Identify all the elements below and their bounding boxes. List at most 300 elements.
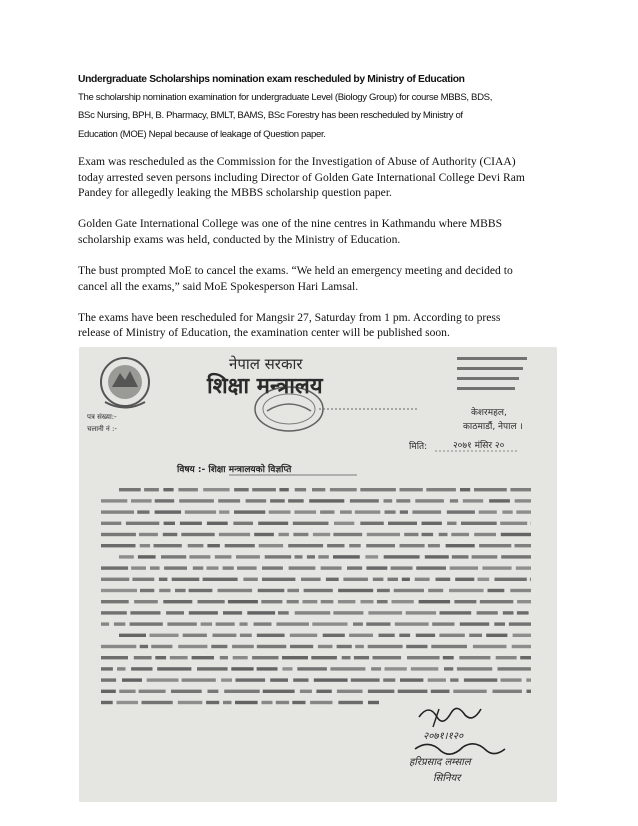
scan-text-word — [262, 578, 295, 581]
article-intro — [78, 89, 578, 144]
scan-text-word — [451, 533, 469, 536]
scan-text-word — [472, 555, 498, 558]
scan-text-word — [207, 544, 220, 547]
scan-text-word — [216, 622, 235, 625]
scan-text-word — [453, 690, 486, 693]
scan-text-word — [360, 522, 384, 525]
scan-text-word — [140, 544, 150, 547]
scan-text-word — [431, 645, 467, 648]
scan-text-word — [231, 667, 253, 670]
scan-date-value: २०७१ मंसिर २० — [453, 441, 505, 451]
scan-text-word — [130, 611, 160, 614]
scan-text-word — [155, 510, 182, 513]
scan-text-word — [224, 690, 260, 693]
paragraph-line: scholarship exams was held, conducted by the Ministry of Education. — [78, 232, 401, 246]
scan-text-word — [234, 510, 265, 513]
scan-text-word — [368, 701, 379, 704]
scan-text-word — [457, 667, 492, 670]
scan-text-word — [406, 611, 436, 614]
scan-text-word — [404, 533, 418, 536]
scan-text-word — [295, 555, 303, 558]
scan-text-word — [406, 645, 427, 648]
scan-text-word — [172, 578, 200, 581]
scan-text-word — [197, 667, 228, 670]
scan-text-word — [333, 555, 360, 558]
scan-text-word — [354, 656, 369, 659]
scan-text-word — [494, 622, 505, 625]
scan-text-word — [394, 589, 424, 592]
paragraph-line: Golden Gate International College was one of the nine centres in Kathmandu where MBBS — [78, 217, 503, 231]
scan-text-word — [164, 566, 187, 569]
scan-text-word — [240, 634, 252, 637]
scan-text-word — [351, 678, 380, 681]
scanned-notice-image — [79, 347, 557, 802]
scan-text-word — [178, 701, 203, 704]
article-heading-block — [78, 71, 578, 144]
scan-text-word — [101, 566, 128, 569]
scan-text-word — [318, 555, 329, 558]
scan-text-word — [228, 600, 258, 603]
scan-text-word — [312, 488, 325, 491]
scan-text-word — [300, 690, 312, 693]
scan-text-word — [155, 656, 166, 659]
scan-text-word — [366, 544, 395, 547]
scan-text-word — [464, 678, 497, 681]
scan-text-word — [293, 678, 308, 681]
scan-text-word — [282, 667, 292, 670]
scan-text-word — [446, 544, 475, 547]
scan-text-word — [295, 611, 331, 614]
scan-text-word — [365, 555, 378, 558]
scan-text-word — [279, 488, 288, 491]
scan-text-word — [159, 589, 170, 592]
scan-text-word — [517, 600, 531, 603]
scan-text-word — [361, 600, 374, 603]
scan-text-word — [450, 566, 478, 569]
scan-text-word — [101, 690, 116, 693]
paragraph-line: today arrested seven persons including Director of Golden Gate International College Devi Ram — [78, 170, 525, 184]
scan-text-word — [452, 555, 469, 558]
scan-text-word — [198, 600, 225, 603]
scan-text-word — [132, 578, 154, 581]
scan-text-word — [252, 656, 278, 659]
scan-text-word — [510, 589, 531, 592]
scan-text-word — [257, 667, 278, 670]
scan-letter-number: पत्र संख्या:- — [87, 413, 117, 421]
scan-text-word — [411, 667, 439, 670]
scan-text-word — [412, 510, 441, 513]
scan-text-word — [477, 611, 498, 614]
scan-text-word — [215, 555, 232, 558]
scan-text-word — [151, 645, 172, 648]
scan-text-word — [220, 656, 228, 659]
scan-text-word — [510, 488, 531, 491]
scan-text-word — [178, 488, 198, 491]
scan-text-word — [259, 544, 283, 547]
scan-text-word — [219, 510, 229, 513]
scan-text-word — [416, 634, 435, 637]
scan-text-word — [278, 611, 289, 614]
scan-text-word — [428, 678, 446, 681]
scan-text-word — [131, 499, 152, 502]
scan-text-word — [313, 533, 330, 536]
scan-text-word — [134, 600, 158, 603]
scan-text-word — [221, 678, 232, 681]
scan-text-word — [101, 544, 136, 547]
scan-text-word — [294, 510, 316, 513]
scan-text-word — [137, 510, 149, 513]
scan-text-word — [257, 645, 287, 648]
paragraph-line: Exam was rescheduled as the Commission for the Investigation of Abuse of Authority (CIAA) — [78, 155, 516, 168]
scan-text-word — [270, 678, 288, 681]
scan-text-word — [223, 701, 232, 704]
scan-text-word — [189, 555, 210, 558]
scan-text-word — [333, 611, 363, 614]
scan-text-word — [320, 510, 334, 513]
scan-text-word — [292, 701, 305, 704]
scan-text-word — [501, 555, 531, 558]
scan-text-word — [520, 656, 531, 659]
scan-text-word — [290, 645, 313, 648]
scan-text-word — [498, 667, 531, 670]
scan-text-word — [257, 634, 285, 637]
scan-text-word — [213, 634, 237, 637]
scan-text-word — [323, 634, 345, 637]
scan-text-word — [454, 600, 476, 603]
scan-text-word — [287, 600, 299, 603]
scan-text-word — [276, 622, 309, 625]
scan-text-word — [422, 522, 442, 525]
scan-text-word — [333, 533, 362, 536]
scan-header-ministry: शिक्षा मन्त्रालय — [207, 374, 323, 399]
scan-text-word — [150, 634, 179, 637]
scan-text-word — [419, 600, 451, 603]
scan-text-word — [234, 488, 249, 491]
scan-text-word — [263, 690, 295, 693]
scan-text-word — [295, 488, 306, 491]
scan-text-word — [513, 634, 531, 637]
scan-text-word — [293, 522, 329, 525]
scan-text-word — [192, 656, 214, 659]
scan-text-word — [288, 499, 304, 502]
scan-text-word — [385, 510, 396, 513]
scan-text-word — [164, 522, 175, 525]
scan-text-word — [236, 555, 260, 558]
scan-text-word — [223, 611, 242, 614]
scan-text-word — [101, 578, 129, 581]
signature-date: २०७१।१२० — [423, 731, 464, 742]
scan-text-word — [101, 533, 136, 536]
scan-text-word — [399, 634, 410, 637]
scan-text-word — [326, 578, 339, 581]
scan-text-word — [368, 645, 403, 648]
scan-text-word — [232, 645, 254, 648]
scan-text-word — [201, 622, 213, 625]
scan-text-word — [318, 645, 333, 648]
scan-text-word — [157, 667, 191, 670]
scan-text-word — [270, 499, 285, 502]
scan-text-word — [450, 678, 458, 681]
scan-text-word — [488, 589, 505, 592]
scan-text-word — [388, 522, 417, 525]
scan-date-label: मिति: — [409, 442, 428, 452]
scan-text-word — [233, 522, 253, 525]
scan-text-word — [515, 544, 532, 547]
scan-text-word — [101, 656, 128, 659]
scan-text-word — [449, 589, 484, 592]
scan-text-word — [175, 589, 186, 592]
scan-text-word — [422, 533, 434, 536]
scan-text-word — [495, 578, 527, 581]
scan-text-word — [367, 533, 400, 536]
scan-text-word — [337, 690, 363, 693]
scan-text-word — [181, 533, 214, 536]
scan-text-word — [119, 488, 141, 491]
scan-text-word — [439, 533, 448, 536]
scan-text-word — [400, 544, 425, 547]
scan-ref-number: चलानी नं :- — [87, 425, 117, 433]
scan-text-word — [218, 499, 240, 502]
scan-text-word — [377, 600, 388, 603]
scan-text-word — [343, 578, 368, 581]
scan-text-word — [279, 533, 289, 536]
scan-text-word — [377, 589, 390, 592]
scan-text-word — [479, 544, 511, 547]
scan-text-word — [183, 634, 207, 637]
scan-text-word — [240, 622, 248, 625]
scan-text-word — [289, 566, 316, 569]
scan-text-word — [502, 510, 512, 513]
scan-text-word — [144, 488, 159, 491]
scan-text-word — [258, 522, 288, 525]
scan-text-word — [463, 499, 483, 502]
scan-text-word — [355, 510, 381, 513]
scan-text-word — [469, 634, 482, 637]
scan-text-word — [114, 622, 125, 625]
scan-text-word — [293, 533, 308, 536]
scan-text-word — [163, 533, 178, 536]
scan-text-word — [262, 701, 273, 704]
scan-text-word — [219, 533, 250, 536]
scan-text-word — [307, 555, 315, 558]
scan-text-word — [139, 690, 166, 693]
scan-text-word — [134, 656, 152, 659]
scan-text-word — [269, 510, 291, 513]
scan-text-word — [101, 678, 116, 681]
scan-text-word — [101, 589, 137, 592]
scan-text-word — [371, 667, 381, 670]
scan-text-word — [163, 488, 173, 491]
scan-text-word — [461, 522, 497, 525]
scan-text-word — [482, 566, 511, 569]
scan-text-word — [402, 578, 410, 581]
scan-text-word — [395, 622, 429, 625]
scan-text-word — [460, 488, 470, 491]
scan-text-word — [474, 533, 496, 536]
scan-text-word — [122, 678, 142, 681]
scan-text-word — [188, 544, 204, 547]
scan-text-word — [223, 566, 234, 569]
scan-text-word — [189, 611, 218, 614]
scan-text-word — [206, 701, 219, 704]
scan-header-government: नेपाल सरकार — [229, 355, 303, 373]
scan-text-word — [330, 488, 357, 491]
scan-text-word — [290, 634, 317, 637]
paragraph-cancel-exams — [78, 263, 568, 294]
scan-text-word — [182, 678, 216, 681]
scan-text-word — [509, 622, 531, 625]
scan-text-word — [327, 544, 344, 547]
scan-text-word — [396, 499, 410, 502]
scan-text-word — [126, 522, 159, 525]
scan-text-word — [101, 499, 127, 502]
scan-text-word — [444, 667, 453, 670]
scan-text-word — [373, 578, 384, 581]
scan-text-word — [501, 678, 522, 681]
scan-text-word — [166, 611, 184, 614]
scan-text-word — [119, 555, 134, 558]
paragraph-rescheduled — [78, 310, 568, 341]
scan-text-word — [347, 566, 362, 569]
paragraph-golden-gate — [78, 216, 568, 247]
scan-text-word — [416, 566, 446, 569]
scan-text-word — [140, 645, 148, 648]
article-title: Undergraduate Scholarships nomination exam rescheduled by Ministry of Education — [78, 74, 465, 85]
scan-text-word — [233, 656, 248, 659]
scan-text-word — [349, 634, 373, 637]
scan-text-word — [366, 566, 387, 569]
scan-text-word — [415, 499, 444, 502]
scan-text-word — [101, 600, 129, 603]
scan-text-word — [246, 499, 267, 502]
scan-text-word — [388, 578, 399, 581]
intro-line: The scholarship nomination examination for undergraduate Level (Biology Group) for course MBBS, BDS, — [78, 92, 493, 103]
scan-text-word — [252, 488, 276, 491]
scan-text-word — [501, 533, 531, 536]
scan-text-word — [139, 533, 158, 536]
scan-text-word — [486, 634, 507, 637]
scan-text-word — [140, 589, 154, 592]
scan-text-word — [493, 690, 522, 693]
scan-text-word — [203, 578, 238, 581]
scan-text-word — [432, 622, 454, 625]
paragraph-line: The exams have been rescheduled for Mangsir 27, Saturday from 1 pm. According to press — [78, 310, 501, 324]
scan-text-word — [392, 600, 414, 603]
scan-text-word — [368, 690, 395, 693]
scan-text-word — [154, 544, 182, 547]
scan-address-line: केशरमहल, — [471, 408, 507, 418]
scan-text-word — [436, 578, 451, 581]
scan-text-word — [262, 566, 283, 569]
scan-text-word — [366, 622, 390, 625]
article-body — [78, 154, 568, 356]
signature-title: सिनियर — [433, 773, 461, 784]
scan-text-word — [101, 645, 136, 648]
scan-text-word — [131, 667, 152, 670]
scan-text-word — [340, 510, 352, 513]
scan-text-word — [426, 488, 456, 491]
scan-text-word — [287, 589, 299, 592]
scan-text-word — [147, 678, 179, 681]
scan-text-word — [185, 510, 216, 513]
scan-text-word — [373, 656, 402, 659]
scan-text-word — [225, 544, 255, 547]
paragraph-line: cancel all the exams,” said MoE Spokesperson Hari Lamsal. — [78, 279, 359, 293]
scan-text-word — [338, 589, 373, 592]
scan-text-word — [512, 645, 531, 648]
scan-text-word — [447, 522, 456, 525]
scan-text-word — [119, 690, 135, 693]
scan-text-word — [353, 622, 363, 625]
scan-text-word — [131, 566, 146, 569]
scan-text-word — [385, 667, 407, 670]
scan-text-word — [337, 645, 352, 648]
scan-text-word — [425, 555, 449, 558]
scan-text-word — [415, 578, 430, 581]
intro-line: Education (MOE) Nepal because of leakage of Question paper. — [78, 128, 326, 140]
scan-subject: विषय :- शिक्षा मन्त्रालयको विज्ञप्ति — [177, 465, 292, 475]
scan-text-word — [237, 566, 257, 569]
scan-text-word — [282, 656, 308, 659]
scan-text-word — [309, 499, 344, 502]
scan-text-word — [130, 622, 163, 625]
scan-text-word — [254, 622, 272, 625]
scan-text-word — [355, 645, 364, 648]
scan-text-word — [236, 678, 266, 681]
scan-text-word — [178, 645, 207, 648]
scan-text-word — [265, 555, 292, 558]
scan-text-word — [180, 522, 202, 525]
scan-text-word — [478, 578, 490, 581]
scan-text-word — [258, 589, 285, 592]
intro-line: BSc Nursing, BPH, B. Pharmacy, BMLT, BAMS, BSc Forestry has been rescheduled by Ministry of — [78, 110, 463, 122]
scan-text-word — [400, 510, 408, 513]
scan-text-word — [101, 622, 109, 625]
scan-text-word — [368, 611, 402, 614]
scan-text-word — [303, 600, 318, 603]
scan-text-word — [161, 555, 186, 558]
scan-text-word — [338, 600, 356, 603]
scan-text-word — [526, 678, 531, 681]
scan-text-word — [383, 678, 395, 681]
scan-text-word — [117, 701, 139, 704]
scan-text-word — [193, 566, 204, 569]
scan-text-word — [211, 645, 227, 648]
scan-text-word — [400, 488, 423, 491]
scan-text-word — [304, 589, 333, 592]
scan-address-line: काठमाडौं, नेपाल । — [463, 422, 523, 432]
scan-text-word — [321, 600, 334, 603]
scan-text-word — [163, 600, 192, 603]
scan-text-word — [247, 611, 275, 614]
scan-text-word — [321, 566, 342, 569]
scan-text-word — [218, 589, 253, 592]
scan-text-word — [379, 634, 395, 637]
scan-text-word — [142, 701, 173, 704]
scan-text-word — [473, 645, 507, 648]
scan-text-word — [101, 667, 113, 670]
scan-text-word — [400, 678, 423, 681]
scan-text-word — [155, 499, 175, 502]
scan-text-word — [398, 690, 428, 693]
scan-text-word — [101, 701, 113, 704]
scan-text-word — [117, 667, 126, 670]
scan-text-word — [516, 510, 531, 513]
scan-text-word — [243, 578, 257, 581]
paragraph-line: release of Ministry of Education, the examination center will be published soon. — [78, 326, 450, 340]
scan-text-word — [171, 690, 202, 693]
scan-text-word — [440, 611, 472, 614]
